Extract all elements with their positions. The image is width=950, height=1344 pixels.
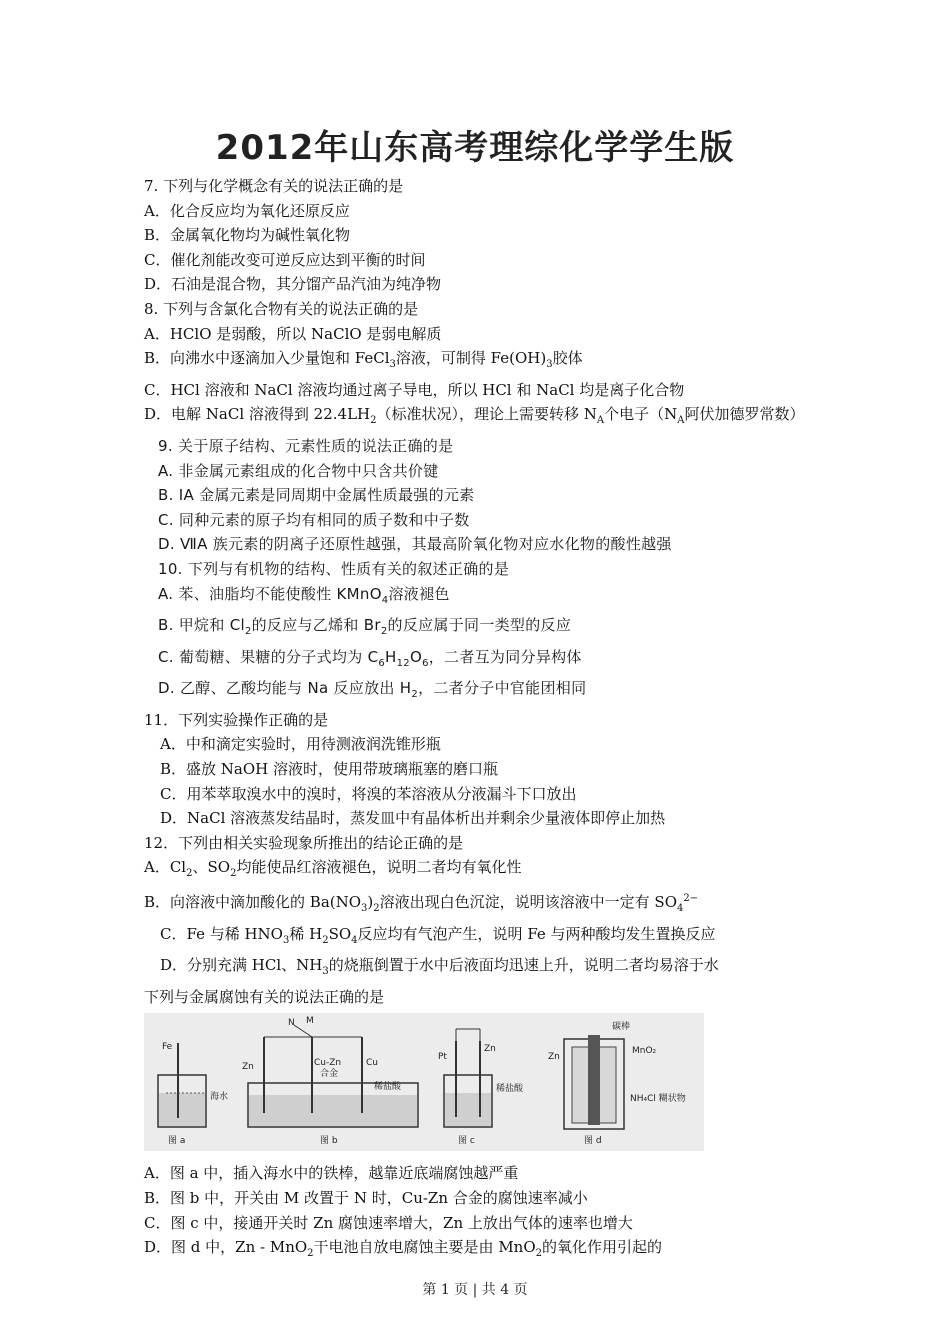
q11-option-d: D．NaCl 溶液蒸发结晶时，蒸发皿中有晶体析出并剩余少量液体即停止加热 <box>160 809 666 828</box>
q7-stem: 7. 下列与化学概念有关的说法正确的是 <box>144 177 404 195</box>
q13-option-a: A．图 a 中，插入海水中的铁棒，越靠近底端腐蚀越严重 <box>144 1164 519 1183</box>
label-seawater: 海水 <box>210 1092 229 1103</box>
label-fig-c: 图 c <box>458 1136 475 1147</box>
q10-option-b: B. 甲烷和 $Cl_2$的反应与乙烯和 $Br_2$的反应属于同一类型的反应 <box>158 616 572 638</box>
q11-option-b: B．盛放 NaOH 溶液时，使用带玻璃瓶塞的磨口瓶 <box>160 760 499 779</box>
q8-option-c: C．HCl 溶液和 NaCl 溶液均通过离子导电，所以 HCl 和 NaCl 均是离子化合物 <box>144 380 685 399</box>
label-pt: Pt <box>438 1052 447 1063</box>
q8-option-d: D．电解 NaCl 溶液得到 $22.4LH_2$（标准状况），理论上需要转移 $N_A$个电子（$N_A$阿伏加德罗常数） <box>144 405 805 427</box>
q11-stem: 11．下列实验操作正确的是 <box>144 710 329 729</box>
label-zn-d: Zn <box>548 1052 560 1063</box>
q12-option-d: D．分别充满 HCl、$NH_3$的烧瓶倒置于水中后液面均迅速上升，说明二者均易溶于水 <box>160 956 719 978</box>
label-nh4cl: NH₄Cl 糊状物 <box>630 1094 686 1105</box>
label-zn-c: Zn <box>484 1044 496 1055</box>
label-cu: Cu <box>366 1058 378 1069</box>
q9-option-a: A. 非金属元素组成的化合物中只含共价键 <box>158 461 439 480</box>
label-carbon: 碳棒 <box>612 1022 631 1033</box>
q7-option-c: C．催化剂能改变可逆反应达到平衡的时间 <box>144 250 426 269</box>
q12-option-a: A．$Cl_2$、$SO_2$均能使品红溶液褪色，说明二者均有氧化性 <box>144 858 522 880</box>
label-fig-b: 图 b <box>320 1136 338 1147</box>
figure-d <box>548 1020 686 1146</box>
figure-a <box>158 1042 228 1146</box>
page-footer: 第 1 页 | 共 4 页 <box>422 1282 528 1298</box>
label-alloy-1: Cu-Zn <box>314 1058 342 1069</box>
q10-stem: 10. 下列与有机物的结构、性质有关的叙述正确的是 <box>158 559 510 578</box>
q9-stem: 9. 关于原子结构、元素性质的说法正确的是 <box>158 436 454 455</box>
q7-option-a: A．化合反应均为氧化还原反应 <box>144 201 350 220</box>
question-body <box>144 174 834 1267</box>
label-m: M <box>306 1016 314 1027</box>
corrosion-diagrams <box>144 1013 704 1151</box>
figure-b <box>242 1016 418 1146</box>
q8-option-b: B．向沸水中逐滴加入少量饱和 FeCl$_3$溶液，可制得 $Fe(OH)_3$胶体 <box>144 349 583 371</box>
q9-option-b: B. ⅠA 金属元素是同周期中金属性质最强的元素 <box>158 486 475 505</box>
q11-option-a: A．中和滴定实验时，用待测液润洗锥形瓶 <box>160 735 441 754</box>
label-acid-b: 稀盐酸 <box>374 1082 402 1093</box>
label-n: N <box>288 1018 295 1029</box>
q13-option-d: D．图 d 中，Zn - MnO$_2$干电池自放电腐蚀主要是由 MnO$_2$的氧化作用引起的 <box>144 1238 663 1260</box>
label-fig-d: 图 d <box>584 1136 602 1147</box>
q8-stem: 8. 下列与含氯化合物有关的说法正确的是 <box>144 299 419 318</box>
label-acid-c: 稀盐酸 <box>496 1084 524 1095</box>
q13-option-b: B．图 b 中，开关由 M 改置于 N 时，Cu-Zn 合金的腐蚀速率减小 <box>144 1189 588 1207</box>
q13-stem: 下列与金属腐蚀有关的说法正确的是 <box>144 987 385 1006</box>
q10-option-d: D. 乙醇、乙酸均能与 Na 反应放出 $H_2$，二者分子中官能团相同 <box>158 679 587 701</box>
q9-option-c: C. 同种元素的原子均有相同的质子数和中子数 <box>158 510 470 529</box>
label-alloy-2: 合金 <box>320 1069 339 1080</box>
label-mno2: MnO₂ <box>632 1046 657 1057</box>
q12-option-b: B．向溶液中滴加酸化的 $Ba(NO_3)_2$溶液出现白色沉淀，说明该溶液中一定有 $SO_4^{2-}$ <box>144 893 699 915</box>
q7-option-d: D．石油是混合物，其分馏产品汽油为纯净物 <box>144 275 442 294</box>
q9-option-d: D. ⅦA 族元素的阴离子还原性越强，其最高阶氧化物对应水化物的酸性越强 <box>158 535 672 554</box>
q7-option-b: B．金属氧化物均为碱性氧化物 <box>144 226 351 245</box>
q12-option-c: C．Fe 与稀 $HNO_3$稀 $H_2SO_4$反应均有气泡产生，说明 Fe 与两种酸均发生置换反应 <box>160 924 716 946</box>
page-title: 2012年山东高考理综化学学生版 <box>215 128 735 168</box>
q8-option-a: A．HClO 是弱酸，所以 NaClO 是弱电解质 <box>144 324 442 343</box>
q12-stem: 12．下列由相关实验现象所推出的结论正确的是 <box>144 833 464 852</box>
figure-c <box>438 1029 524 1146</box>
q10-option-c: C. 葡萄糖、果糖的分子式均为 $C_6H_{12}O_6$，二者互为同分异构体 <box>158 647 582 669</box>
q11-option-c: C．用苯萃取溴水中的溴时，将溴的苯溶液从分液漏斗下口放出 <box>160 784 577 803</box>
corrosion-figure <box>144 1013 704 1151</box>
label-fe: Fe <box>162 1042 173 1053</box>
q13-option-c: C．图 c 中，接通开关时 Zn 腐蚀速率增大，Zn 上放出气体的速率也增大 <box>144 1213 633 1232</box>
q10-option-a: A. 苯、油脂均不能使酸性 KMnO$_4$溶液褪色 <box>158 584 450 606</box>
label-zn-b: Zn <box>242 1062 254 1073</box>
label-fig-a: 图 a <box>168 1136 186 1147</box>
